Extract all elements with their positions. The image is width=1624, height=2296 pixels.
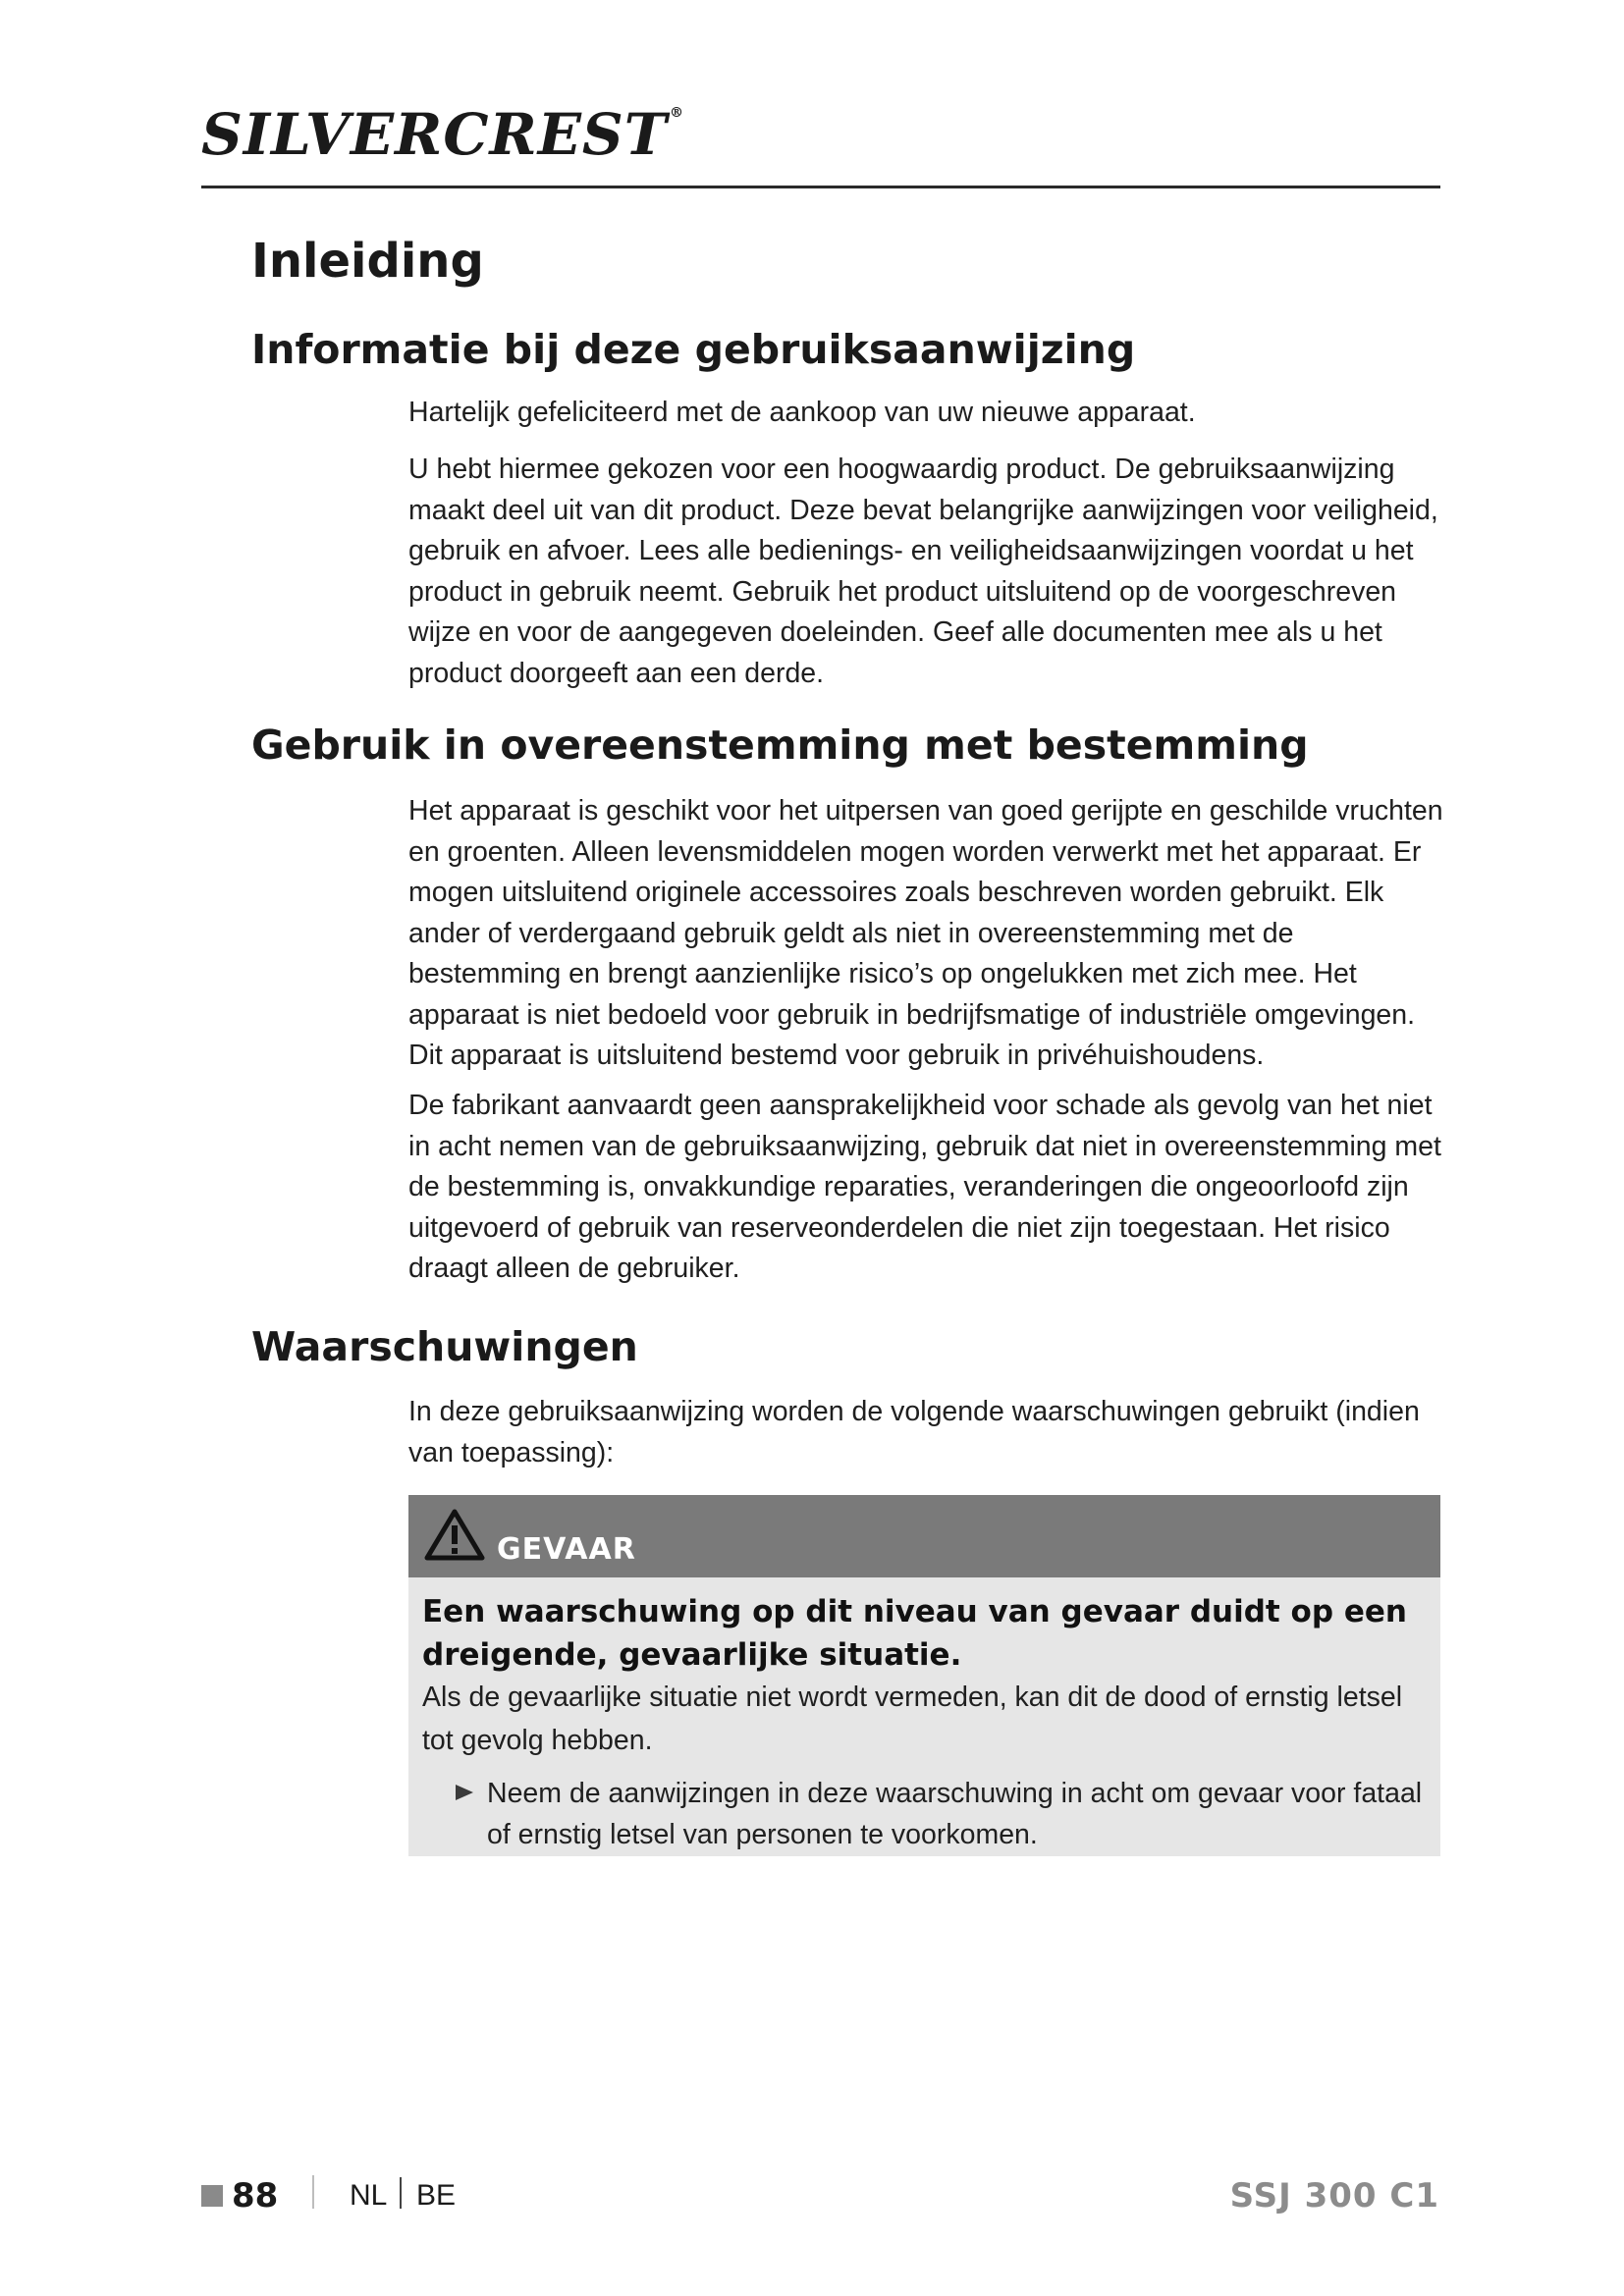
usage-paragraph-2: De fabrikant aanvaardt geen aansprakelijkheid voor schade als gevolg van het niet in acht nemen van de gebruiksaanwijzing, gebruik dat niet in overeenstemming met de bestemming is, onvakkundige reparaties, veranderingen die ongeoorloofd zijn uitgevoerd of gebruik van reserveonderdelen die niet zijn toegestaan. Het risico draagt alleen de gebruiker.: [408, 1090, 1441, 1284]
warning-triangle-icon: [424, 1509, 485, 1562]
footer-lang-separator: [400, 2177, 402, 2209]
danger-warning-box: [408, 1495, 1440, 1856]
footer-lang-nl: NL: [350, 2179, 388, 2212]
heading-usage: Gebruik in overeenstemming met bestemming: [251, 721, 1309, 769]
info-paragraph-2: U hebt hiermee gekozen voor een hoogwaardig product. De gebruiksaanwijzing maakt deel uit van dit product. Deze bevat belangrijke aanwijzingen voor veiligheid, gebruik en afvoer. Lees alle bedienings- en veiligheidsaanwijzingen voordat u het product in gebruik neemt. Gebruik het product uitsluitend op de voorgeschreven wijze en voor de aangegeven doeleinden. Geef alle documenten mee als u het product doorgeeft aan een derde.: [408, 454, 1438, 689]
danger-instruction: [456, 1773, 1449, 1855]
registered-mark: ®: [669, 105, 684, 121]
page-title: Inleiding: [251, 234, 484, 289]
footer-square-marker: [201, 2185, 223, 2207]
header-rule: [201, 186, 1440, 188]
info-paragraph-1: Hartelijk gefeliciteerd met de aankoop van uw nieuwe apparaat.: [408, 397, 1196, 428]
footer-separator: [312, 2175, 314, 2209]
model-number: SSJ 300 C1: [1229, 2176, 1439, 2216]
danger-label: GEVAAR: [497, 1532, 636, 1567]
danger-lead-text: Een waarschuwing op dit niveau van gevaar duidt op een dreigende, gevaarlijke situatie.: [422, 1594, 1407, 1673]
page-number: 88: [232, 2176, 279, 2216]
heading-info: Informatie bij deze gebruiksaanwijzing: [251, 326, 1136, 373]
brand-logo: [201, 101, 684, 168]
footer-lang-be: BE: [416, 2179, 457, 2212]
danger-body-text: Als de gevaarlijke situatie niet wordt vermeden, kan dit de dood of ernstig letsel tot gevolg hebben.: [422, 1682, 1403, 1756]
usage-paragraph-1: Het apparaat is geschikt voor het uitpersen van goed gerijpte en geschilde vruchten en groenten. Alleen levensmiddelen mogen worden verwerkt met het apparaat. Er mogen uitsluitend originele accessoires zoals beschreven worden gebruikt. Elk ander of verdergaand gebruik geldt als niet in overeenstemming met de bestemming en brengt aanzienlijke risico’s op ongelukken met zich mee. Het apparaat is niet bedoeld voor gebruik in bedrijfsmatige of industriële omgevingen. Dit apparaat is uitsluitend bestemd voor gebruik in privéhuishoudens.: [408, 795, 1443, 1071]
bullet-arrow-icon: [456, 1785, 473, 1800]
heading-warnings: Waarschuwingen: [251, 1323, 638, 1370]
brand-name: SILVERCREST: [201, 101, 668, 168]
danger-instruction-text: Neem de aanwijzingen in deze waarschuwing in acht om gevaar voor fataal of ernstig letsel van personen te voorkomen.: [487, 1778, 1423, 1850]
danger-warning-header: [408, 1495, 1440, 1577]
warnings-intro: In deze gebruiksaanwijzing worden de volgende waarschuwingen gebruikt (indien van toepassing):: [408, 1396, 1420, 1468]
